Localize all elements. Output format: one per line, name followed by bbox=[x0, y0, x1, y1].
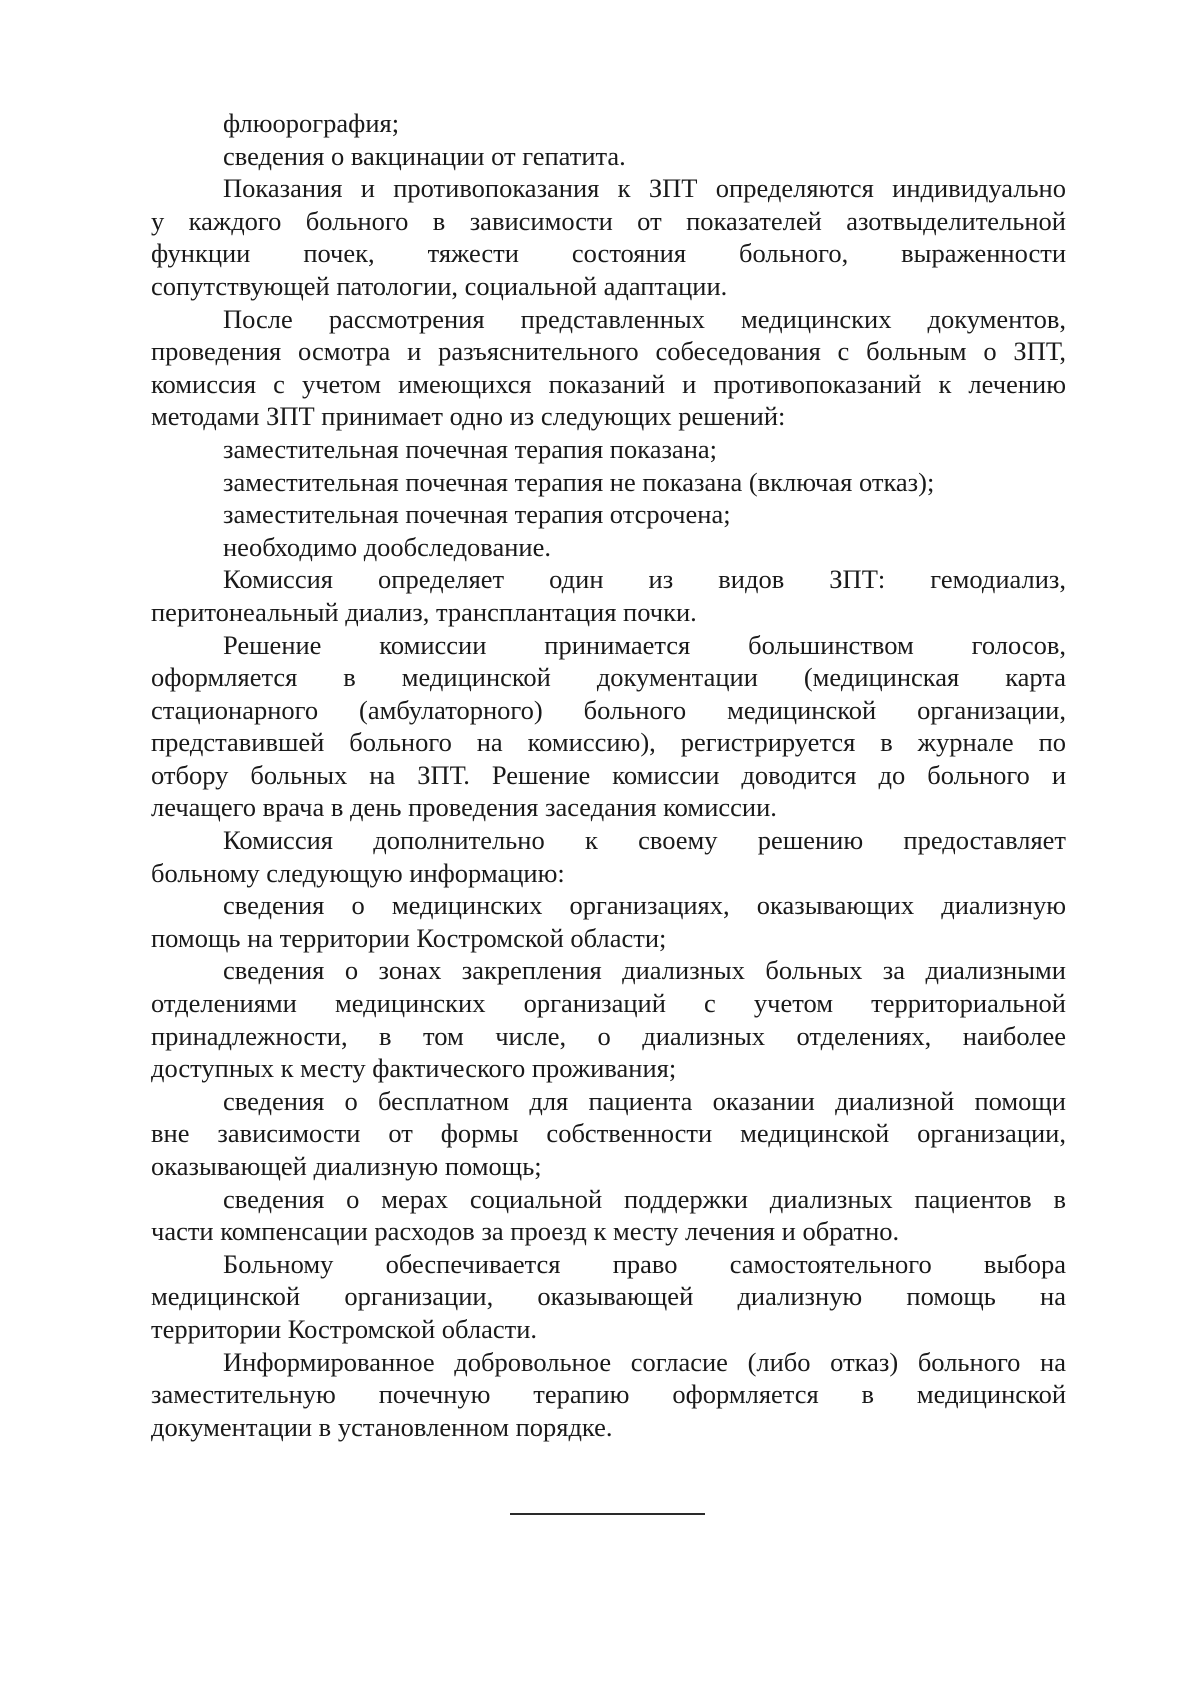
text-line: принадлежности, в том числе, о диализных отделениях, наиболее bbox=[151, 1020, 1066, 1051]
text-line: После рассмотрения представленных медицинских документов, bbox=[223, 303, 1066, 334]
text-line: проведения осмотра и разъяснительного собеседования с больным о ЗПТ, bbox=[151, 336, 1066, 367]
list-item: сведения о вакцинации от гепатита. bbox=[223, 140, 626, 171]
paragraph-choice bbox=[151, 1248, 1066, 1346]
list-item: заместительная почечная терапия отсрочена; bbox=[223, 499, 731, 530]
text-line: оказывающей диализную помощь; bbox=[151, 1151, 542, 1181]
info-item-1 bbox=[151, 889, 1066, 954]
text-line: сведения о бесплатном для пациента оказании диализной помощи bbox=[223, 1085, 1066, 1116]
paragraph-indications bbox=[151, 172, 1066, 302]
text-line: функции почек, тяжести состояния больного, выраженности bbox=[151, 238, 1066, 269]
list-item: необходимо дообследование. bbox=[223, 531, 551, 562]
list-item: заместительная почечная терапия показана; bbox=[223, 433, 718, 464]
decisions-list bbox=[151, 433, 1066, 563]
paragraph-info bbox=[151, 824, 1066, 889]
list-item: флюорография; bbox=[223, 108, 400, 138]
text-line: больному следующую информацию: bbox=[151, 857, 565, 888]
paragraph-decision bbox=[151, 629, 1066, 825]
text-line: Комиссия определяет один из видов ЗПТ: гемодиализ, bbox=[223, 564, 1066, 595]
paragraph-consent bbox=[151, 1346, 1066, 1444]
text-line: медицинской организации, оказывающей диализную помощь на bbox=[151, 1281, 1066, 1312]
text-line: представившей больного на комиссию), регистрируется в журнале по bbox=[151, 727, 1066, 758]
text-line: отделениями медицинских организаций с учетом территориальной bbox=[151, 988, 1066, 1019]
text-line: Комиссия дополнительно к своему решению предоставляет bbox=[223, 825, 1066, 856]
paragraph-types bbox=[151, 563, 1066, 628]
text-line: лечащего врача в день проведения заседания комиссии. bbox=[151, 792, 777, 823]
text-line: документации в установленном порядке. bbox=[151, 1411, 613, 1442]
text-line: перитонеальный диализ, трансплантация почки. bbox=[151, 596, 697, 627]
text-line: Показания и противопоказания к ЗПТ определяются индивидуально bbox=[223, 173, 1066, 204]
end-separator-line bbox=[510, 1513, 705, 1515]
text-line: стационарного (амбулаторного) больного медицинской организации, bbox=[151, 694, 1066, 725]
info-item-2 bbox=[151, 954, 1066, 1084]
text-line: доступных к месту фактического проживания; bbox=[151, 1053, 677, 1084]
text-line: вне зависимости от формы собственности медицинской организации, bbox=[151, 1118, 1066, 1149]
text-line: Решение комиссии принимается большинством голосов, bbox=[223, 629, 1066, 660]
text-line: Больному обеспечивается право самостоятельного выбора bbox=[223, 1248, 1066, 1279]
text-line: отбору больных на ЗПТ. Решение комиссии доводится до больного и bbox=[151, 759, 1066, 790]
info-item-3 bbox=[151, 1085, 1066, 1183]
text-line: у каждого больного в зависимости от показателей азотвыделительной bbox=[151, 205, 1066, 236]
info-item-4 bbox=[151, 1183, 1066, 1248]
text-line: территории Костромской области. bbox=[151, 1313, 537, 1344]
text-line: Информированное добровольное согласие (либо отказ) больного на bbox=[223, 1346, 1066, 1377]
list-item: заместительная почечная терапия не показана (включая отказ); bbox=[223, 466, 935, 497]
text-line: сведения о зонах закрепления диализных больных за диализными bbox=[223, 955, 1066, 986]
text-line: сведения о мерах социальной поддержки диализных пациентов в bbox=[223, 1183, 1066, 1214]
text-line: сведения о медицинских организациях, оказывающих диализную bbox=[223, 890, 1066, 921]
text-line: оформляется в медицинской документации (медицинская карта bbox=[151, 662, 1066, 693]
text-line: помощь на территории Костромской области; bbox=[151, 922, 667, 953]
text-line: части компенсации расходов за проезд к месту лечения и обратно. bbox=[151, 1216, 900, 1247]
text-line: сопутствующей патологии, социальной адаптации. bbox=[151, 270, 728, 301]
text-line: заместительную почечную терапию оформляется в медицинской bbox=[151, 1379, 1066, 1410]
text-line: комиссия с учетом имеющихся показаний и противопоказаний к лечению bbox=[151, 368, 1066, 399]
paragraph-after-review bbox=[151, 303, 1066, 433]
text-line: методами ЗПТ принимает одно из следующих решений: bbox=[151, 401, 786, 432]
document-page bbox=[151, 107, 1066, 1443]
